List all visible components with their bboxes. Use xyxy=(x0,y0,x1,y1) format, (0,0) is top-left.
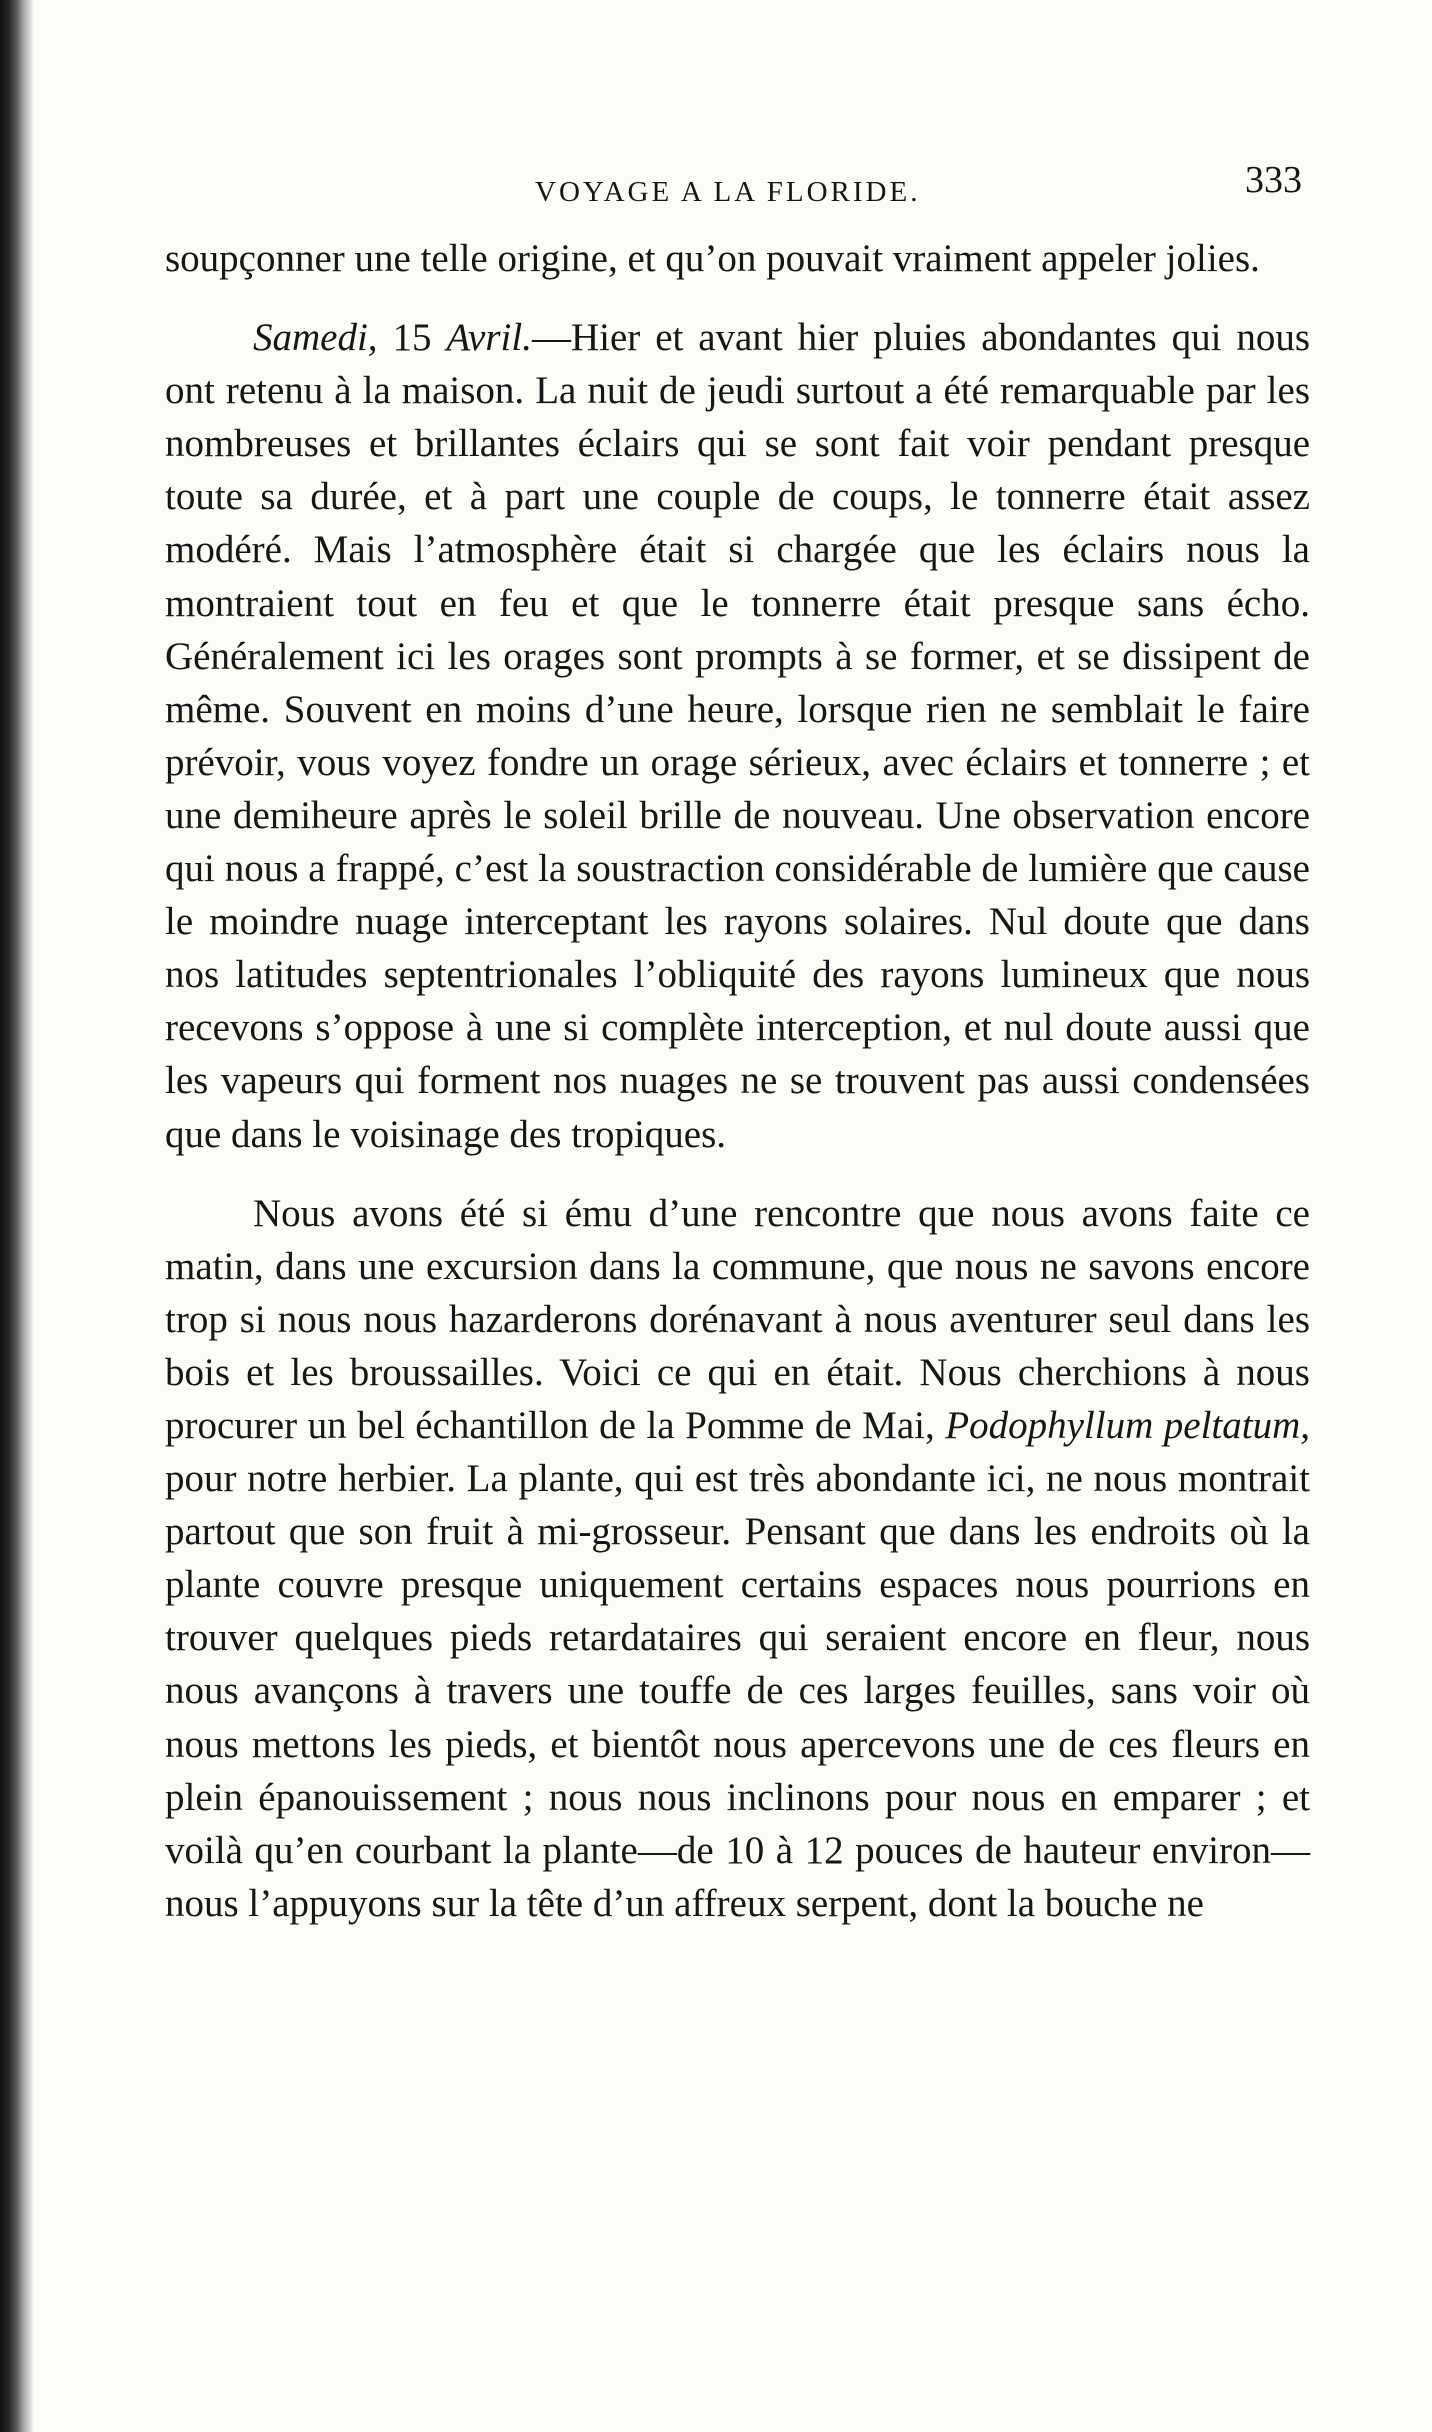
entry-day-number: 15 xyxy=(377,316,447,360)
binding-edge xyxy=(0,0,34,2432)
running-title: VOYAGE A LA FLORIDE. xyxy=(535,176,921,208)
entry-month: Avril. xyxy=(446,316,532,360)
encounter-text-before: Nous avons été si ému d’une rencontre que nous avons faite ce matin, dans une excursion dans la commune, que nous ne savons encore trop si nous nous hazarderons dorénavant à nous aventurer seul dans les bois et les broussailles. Voici ce qui en était. Nous cherchions à nous procurer un bel échantillon de la Pomme de Mai, xyxy=(165,1191,1310,1447)
paragraph-diary-entry xyxy=(165,311,1310,1161)
encounter-text-after: pour notre herbier. La plante, qui est très abondante ici, ne nous montrait partout que son fruit à mi-grosseur. Pensant que dans les endroits où la plante couvre presque uniquement certains espaces nous pourrions en trouver quelques pieds retardataires qui seraient encore en fleur, nous nous avançons à travers une touffe de ces larges feuilles, sans voir où nous mettons les pieds, et bientôt nous apercevons une de ces fleurs en plein épanouissement ; nous nous inclinons pour nous en emparer ; et voilà qu’en courbant la plante—de 10 à 12 pouces de hauteur environ—nous l’appuyons sur la tête d’un affreux serpent, dont la bouche ne xyxy=(165,1457,1310,1925)
page-body xyxy=(165,232,1310,1930)
entry-day: Samedi, xyxy=(253,316,378,360)
latin-plant-name: Podophyllum peltatum, xyxy=(945,1403,1310,1447)
page-header xyxy=(165,158,1307,218)
page-number: 333 xyxy=(1245,159,1302,201)
paragraph-continuation: soupçonner une telle origine, et qu’on pouvait vraiment appeler jolies. xyxy=(165,237,1260,280)
entry-text: —Hier et avant hier pluies abondantes qui nous ont retenu à la maison. La nuit de jeudi surtout a été remarquable par les nombreuses et brillantes éclairs qui se sont fait voir pendant presque toute sa durée, et à part une couple de coups, le tonnerre était assez modéré. Mais l’atmosphère était si chargée que les éclairs nous la montraient tout en feu et que le tonnerre était presque sans écho. Généralement ici les orages sont prompts à se former, et se dissipent de même. Souvent en moins d’une heure, lorsque rien ne semblait le faire prévoir, vous voyez fondre un orage sérieux, avec éclairs et tonnerre ; et une demiheure après le soleil brille de nouveau. Une observation encore qui nous a frappé, c’est la soustraction considérable de lumière que cause le moindre nuage interceptant les rayons solaires. Nul doute que dans nos latitudes septentrionales l’obliquité des rayons lumineux que nous recevons s’oppose à une si complète interception, et nul doute aussi que les vapeurs qui forment nos nuages ne se trouvent pas aussi condensées que dans le voisinage des tropiques. xyxy=(165,316,1310,1156)
paragraph-snake-encounter xyxy=(165,1187,1310,1930)
